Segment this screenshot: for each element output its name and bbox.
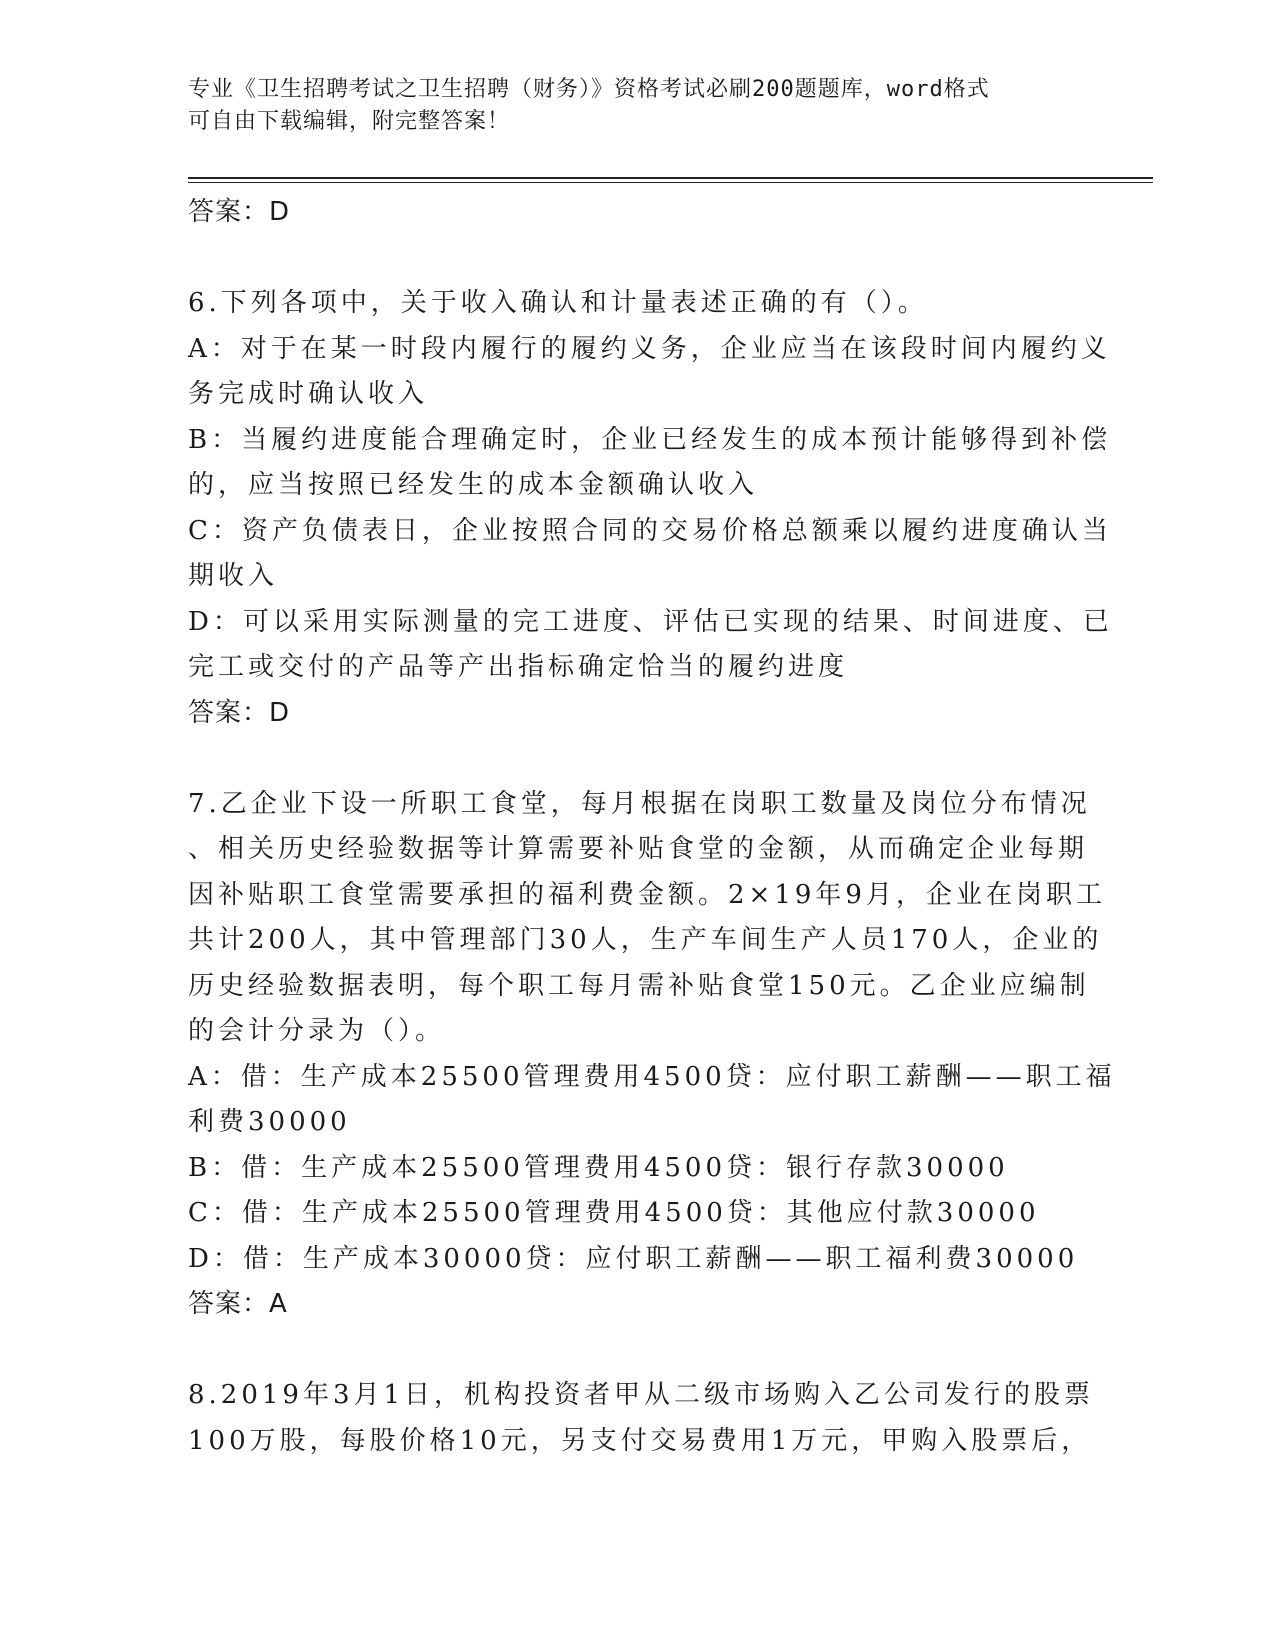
- question-stem: 6.下列各项中，关于收入确认和计量表述正确的有（）。: [188, 288, 928, 318]
- header-line-1: 专业《卫生招聘考试之卫生招聘（财务）》资格考试必刷200题题库，word格式: [188, 77, 990, 102]
- question-stem-line-3: 因补贴职工食堂需要承担的福利费金额。2×19年9月，企业在岗职工: [188, 879, 1106, 910]
- option-c-line-2: 期收入: [188, 561, 279, 591]
- option-a-line-2: 务完成时确认收入: [188, 379, 429, 409]
- option-d: D：借：生产成本30000贷：应付职工薪酬——职工福利费30000: [188, 1243, 1079, 1274]
- spacer: [188, 236, 1088, 282]
- question-stem-line-1: 8.2019年3月1日，机构投资者甲从二级市场购入乙公司发行的股票: [188, 1380, 1095, 1410]
- header-line-2: 可自由下载编辑，附完整答案！: [188, 109, 511, 134]
- question-8: [188, 1373, 1095, 1464]
- page-header: [188, 74, 1088, 138]
- option-b-line-1: B：当履约进度能合理确定时，企业已经发生的成本预计能够得到补偿: [188, 424, 1112, 455]
- answer-5: 答案：D: [188, 197, 291, 227]
- spacer: [188, 736, 1088, 782]
- option-a-line-2: 利费30000: [188, 1107, 351, 1137]
- question-stem-line-2: 100万股，每股价格10元，另支付交易费用1万元，甲购入股票后，: [188, 1425, 1092, 1456]
- question-stem-line-6: 的会计分录为（）。: [188, 1016, 446, 1046]
- option-a-line-1: A：借：生产成本25500管理费用4500贷：应付职工薪酬——职工福: [188, 1061, 1116, 1092]
- question-6: [188, 281, 1113, 736]
- document-body: [188, 190, 1116, 1464]
- spacer: [188, 1328, 1088, 1374]
- question-stem-line-5: 历史经验数据表明，每个职工每月需补贴食堂150元。乙企业应编制: [188, 970, 1090, 1001]
- answer-6: 答案：D: [188, 697, 291, 728]
- question-stem-line-4: 共计200人，其中管理部门30人，生产车间生产人员170人，企业的: [188, 925, 1103, 955]
- header-divider-thin: [188, 182, 1153, 183]
- option-d-line-2: 完工或交付的产品等产出指标确定恰当的履约进度: [188, 652, 849, 682]
- question-7: [188, 782, 1116, 1328]
- question-stem-line-2: 、相关历史经验数据等计算需要补贴食堂的金额，从而确定企业每期: [188, 834, 1089, 864]
- header-divider-thick: [188, 177, 1153, 179]
- option-c-line-1: C：资产负债表日，企业按照合同的交易价格总额乘以履约进度确认当: [188, 515, 1112, 546]
- question-stem-line-1: 7.乙企业下设一所职工食堂，每月根据在岗职工数量及岗位分布情况: [188, 788, 1091, 819]
- answer-7: 答案：A: [188, 1289, 288, 1319]
- option-a-line-1: A：对于在某一时段内履行的履约义务，企业应当在该段时间内履约义: [188, 333, 1111, 364]
- option-b-line-2: 的，应当按照已经发生的成本金额确认收入: [188, 470, 759, 500]
- option-c: C：借：生产成本25500管理费用4500贷：其他应付款30000: [188, 1198, 1040, 1228]
- option-b: B：借：生产成本25500管理费用4500贷：银行存款30000: [188, 1152, 1009, 1183]
- option-d-line-1: D：可以采用实际测量的完工进度、评估已实现的结果、时间进度、已: [188, 606, 1113, 637]
